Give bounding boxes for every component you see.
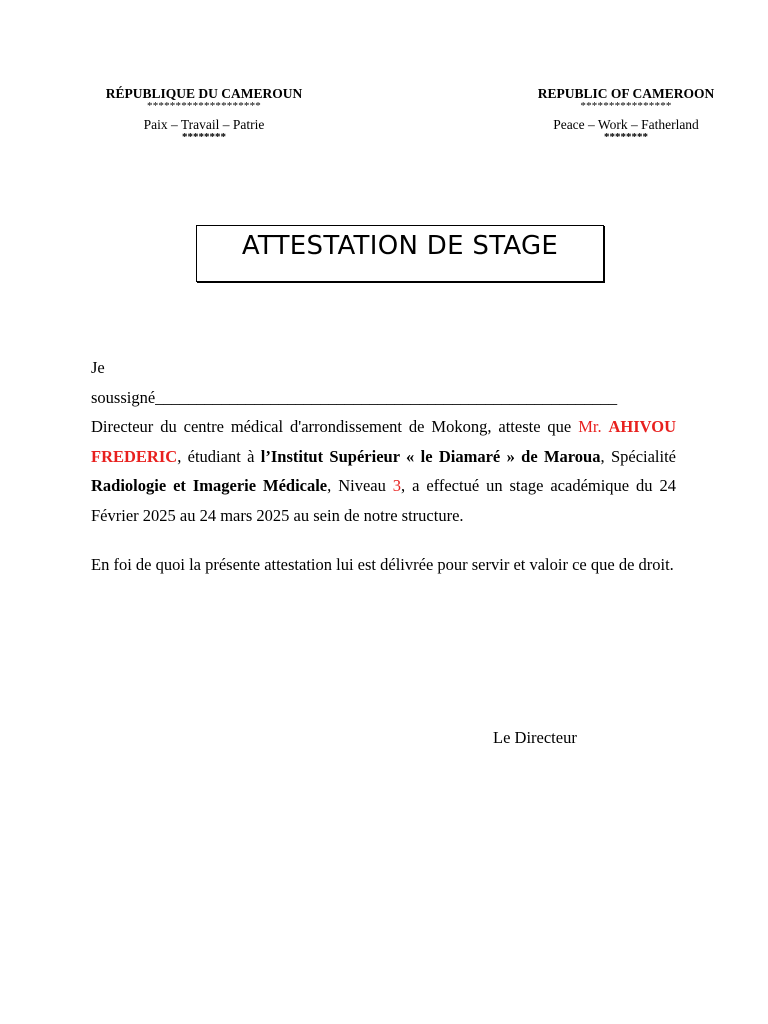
text-segment: , a effectué un stage académique du 24 Février 2025 au 24 mars 2025 au sein de notre structure. [91,476,676,525]
signature-label: Le Directeur [493,728,577,747]
text-segment: , étudiant à [177,446,261,466]
separator-stars-bottom: ******** [182,131,226,143]
student-title: Mr. [578,417,609,436]
document-title: ATTESTATION DE STAGE [241,231,559,261]
body-line-je: Je [91,358,105,377]
text-segment: , Spécialité [600,446,677,466]
text-segment: Directeur du centre médical d'arrondissement de Mokong, atteste que [91,417,579,436]
header-right-english [506,86,746,143]
header-left-french [84,86,324,143]
specialty-name: Radiologie et Imagerie Médicale [91,476,328,495]
country-name-en: REPUBLIC OF CAMEROON [537,86,715,101]
title-box [196,225,604,282]
separator-stars: ******************** [147,100,261,112]
motto-fr: Paix – Travail – Patrie [143,117,265,132]
study-level: 3 [392,476,402,495]
body-line-soussigne: soussigné________________________________________________________ [91,387,618,407]
text-segment: , Niveau [327,476,393,495]
student-fullname: AHIVOU FREDERIC [91,417,676,466]
closing-paragraph: En foi de quoi la présente attestation lui est délivrée pour servir et valoir ce que de droit. [91,555,674,574]
motto-en: Peace – Work – Fatherland [553,117,699,132]
attestation-body [91,353,676,580]
institute-name: l’Institut Supérieur « le Diamaré » de Maroua [260,446,601,466]
separator-stars-bottom: ******** [604,131,648,143]
country-name-fr: RÉPUBLIQUE DU CAMEROUN [105,86,303,101]
separator-stars: **************** [580,100,672,112]
attestation-paragraph [91,412,676,530]
